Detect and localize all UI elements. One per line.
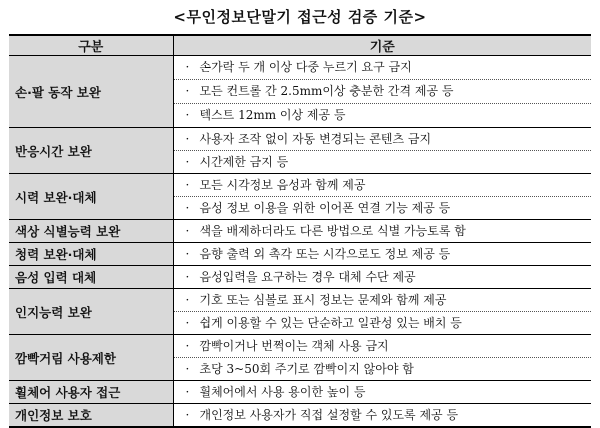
row-criteria	[173, 128, 591, 174]
row-criteria	[173, 266, 591, 289]
criteria-item	[174, 103, 592, 127]
criteria-text: 휠체어에서 사용 용이한 높이 등	[199, 385, 366, 399]
criteria-item	[174, 266, 592, 288]
criteria-text: 모든 컨트롤 간 2.5mm이상 충분한 간격 제공 등	[199, 84, 454, 98]
bullet-mark: ·	[185, 224, 190, 238]
bullet-mark: ·	[185, 316, 190, 330]
bullet-mark: ·	[185, 362, 190, 376]
criteria-text: 쉽게 이용할 수 있는 단순하고 일관성 있는 배치 등	[199, 316, 462, 330]
table-row	[9, 174, 591, 220]
table-body	[9, 56, 591, 428]
criteria-text: 음성 정보 이용을 위한 이어폰 연결 기능 제공 등	[199, 201, 451, 215]
criteria-text: 음향 출력 외 촉각 또는 시각으로도 정보 제공 등	[199, 247, 451, 261]
criteria-item	[174, 196, 592, 219]
row-category: 시력 보완·대체	[9, 174, 173, 220]
criteria-text: 깜빡이거나 번쩍이는 객체 사용 금지	[199, 339, 389, 353]
criteria-text: 기호 또는 심볼로 표시 정보는 문제와 함께 제공	[199, 293, 447, 307]
row-category: 청력 보완·대체	[9, 243, 173, 266]
row-category: 손·팔 동작 보완	[9, 56, 173, 128]
bullet-mark: ·	[185, 84, 190, 98]
row-criteria	[173, 243, 591, 266]
criteria-item	[174, 381, 592, 403]
row-criteria	[173, 335, 591, 381]
table-row	[9, 404, 591, 428]
bullet-mark: ·	[185, 293, 190, 307]
header-category: 구분	[9, 35, 173, 56]
document-title: <무인정보단말기 접근성 검증 기준>	[173, 8, 427, 26]
criteria-text: 사용자 조작 없이 자동 변경되는 콘텐츠 금지	[199, 132, 432, 146]
criteria-item	[174, 335, 592, 357]
bullet-mark: ·	[185, 132, 190, 146]
bullet-mark: ·	[185, 385, 190, 399]
row-category: 음성 입력 대체	[9, 266, 173, 289]
criteria-item	[174, 79, 592, 103]
bullet-mark: ·	[185, 108, 190, 122]
table-header	[9, 35, 591, 56]
row-category: 깜빡거림 사용제한	[9, 335, 173, 381]
criteria-text: 시간제한 금지 등	[199, 155, 289, 169]
bullet-mark: ·	[185, 201, 190, 215]
table-row	[9, 335, 591, 381]
bullet-mark: ·	[185, 178, 190, 192]
row-category: 인지능력 보완	[9, 289, 173, 335]
row-category: 반응시간 보완	[9, 128, 173, 174]
criteria-item	[174, 404, 592, 426]
bullet-mark: ·	[185, 408, 190, 422]
criteria-item	[174, 150, 592, 173]
row-category: 개인정보 보호	[9, 404, 173, 428]
row-criteria	[173, 404, 591, 428]
criteria-item	[174, 128, 592, 150]
criteria-item	[174, 243, 592, 265]
criteria-item	[174, 174, 592, 196]
table-row	[9, 289, 591, 335]
table-row	[9, 128, 591, 174]
criteria-text: 색을 배제하더라도 다른 방법으로 식별 가능토록 함	[199, 224, 466, 238]
row-criteria	[173, 174, 591, 220]
table-row	[9, 381, 591, 404]
row-criteria	[173, 289, 591, 335]
bullet-mark: ·	[185, 247, 190, 261]
bullet-mark: ·	[185, 270, 190, 284]
criteria-text: 모든 시각정보 음성과 함께 제공	[199, 178, 366, 192]
criteria-text: 개인정보 사용자가 직접 설정할 수 있도록 제공 등	[199, 408, 459, 422]
row-criteria	[173, 56, 591, 128]
table-row	[9, 220, 591, 243]
bullet-mark: ·	[185, 339, 190, 353]
row-criteria	[173, 220, 591, 243]
header-row	[9, 35, 591, 56]
header-criteria: 기준	[173, 35, 591, 56]
criteria-text: 초당 3~50회 주기로 깜빡이지 않아야 함	[199, 362, 414, 376]
bullet-mark: ·	[185, 60, 190, 74]
criteria-table	[9, 34, 591, 428]
row-criteria	[173, 381, 591, 404]
table-row	[9, 243, 591, 266]
criteria-item	[174, 311, 592, 334]
criteria-text: 음성입력을 요구하는 경우 대체 수단 제공	[199, 270, 416, 284]
criteria-item	[174, 289, 592, 311]
table-row	[9, 56, 591, 128]
table-row	[9, 266, 591, 289]
bullet-mark: ·	[185, 155, 190, 169]
criteria-text: 텍스트 12mm 이상 제공 등	[199, 108, 346, 122]
row-category: 색상 식별능력 보완	[9, 220, 173, 243]
row-category: 휠체어 사용자 접근	[9, 381, 173, 404]
criteria-text: 손가락 두 개 이상 다중 누르기 요구 금지	[199, 60, 412, 74]
criteria-item	[174, 357, 592, 380]
criteria-item	[174, 220, 592, 242]
criteria-item	[174, 56, 592, 79]
